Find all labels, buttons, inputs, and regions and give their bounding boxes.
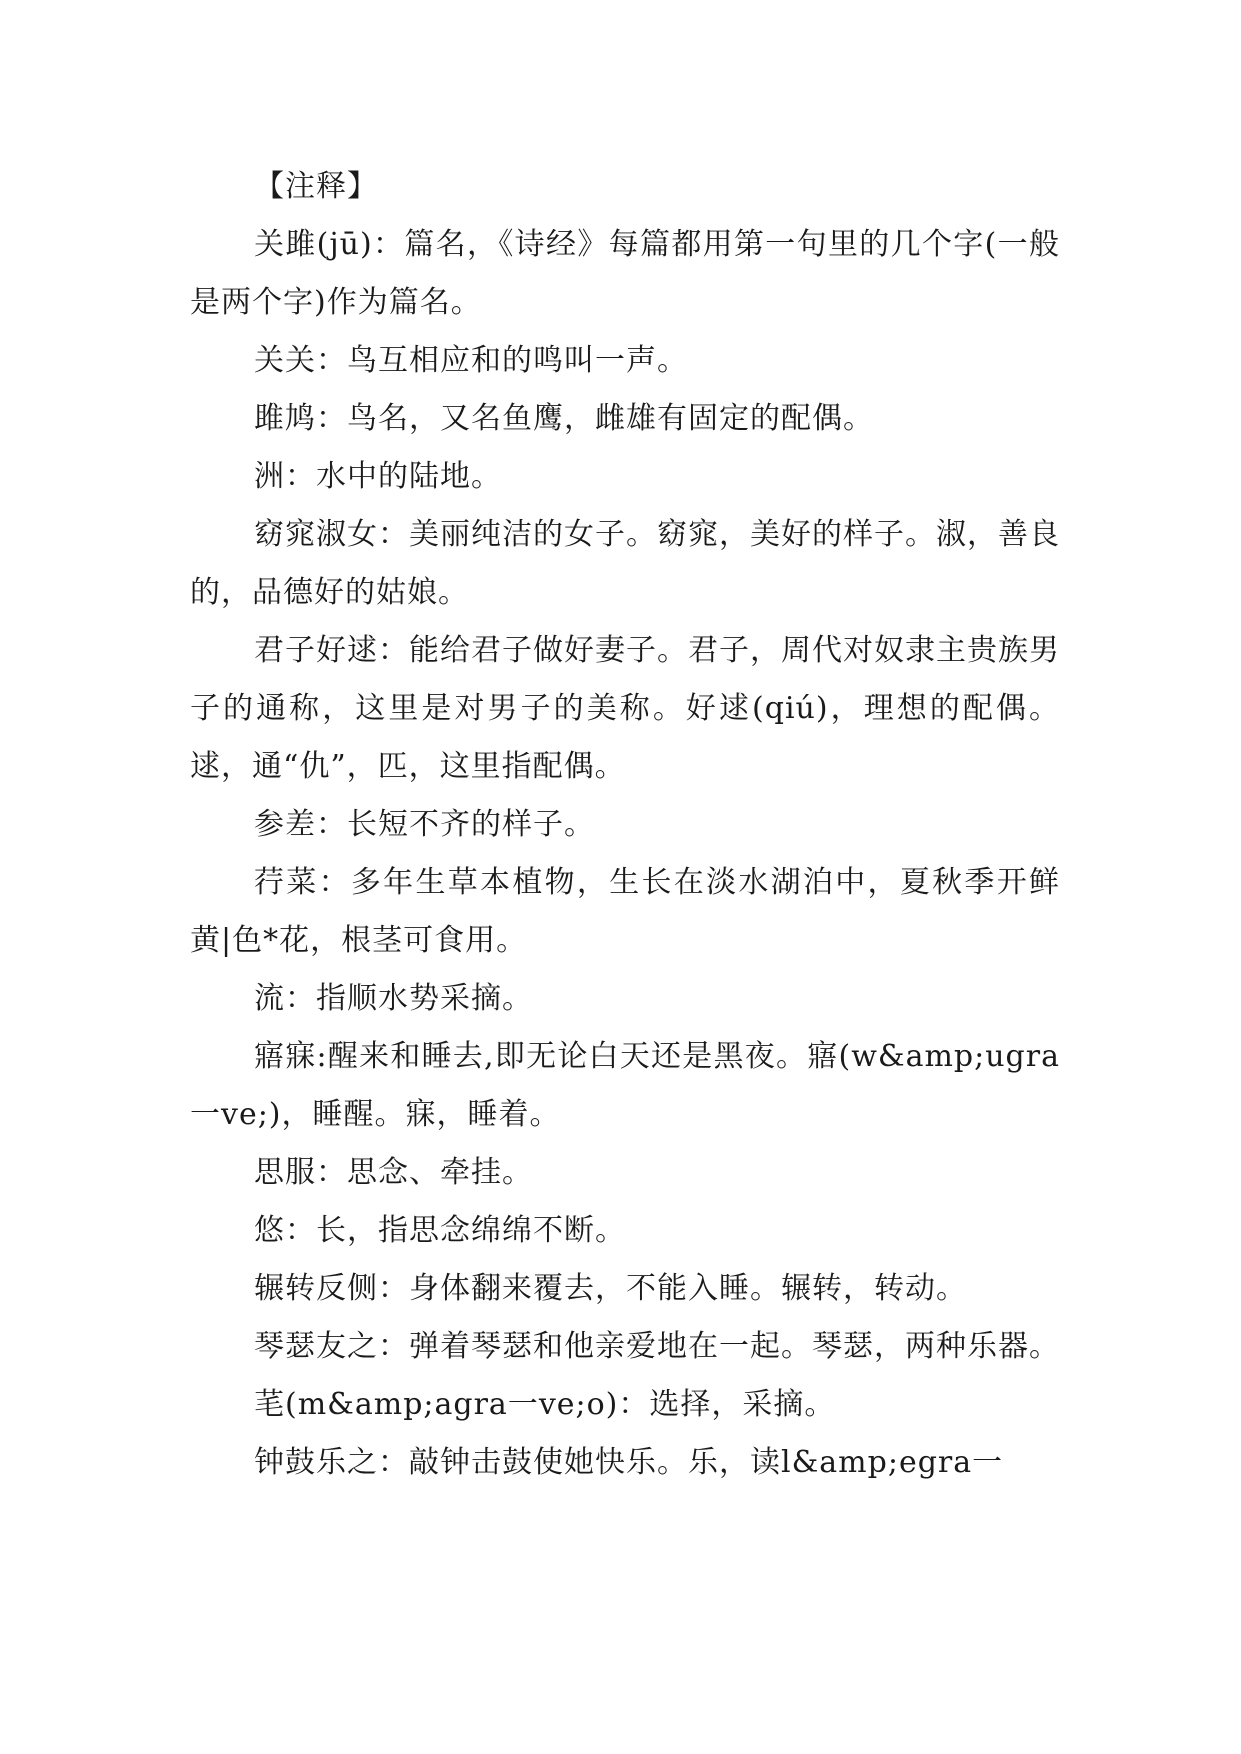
annotation-paragraph: 钟鼓乐之：敲钟击鼓使她快乐。乐，读l&amp;egra一 (254, 1445, 1004, 1480)
annotation-paragraph: 芼(m&amp;agra一ve;o)：选择，采摘。 (254, 1387, 836, 1422)
annotation-paragraph: 雎鸠：鸟名，又名鱼鹰，雌雄有固定的配偶。 (254, 401, 874, 436)
annotation-paragraph: 君子好逑：能给君子做好妻子。君子，周代对奴隶主贵族男子的通称，这里是对男子的美称。好逑(qiú)，理想的配偶。逑，通“仇”，匹，这里指配偶。 (190, 633, 1060, 784)
annotation-paragraph: 琴瑟友之：弹着琴瑟和他亲爱地在一起。琴瑟，两种乐器。 (254, 1329, 1060, 1364)
annotation-paragraph: 参差：长短不齐的样子。 (254, 807, 595, 842)
annotation-paragraph: 洲：水中的陆地。 (254, 459, 502, 494)
annotation-paragraph: 思服：思念、牵挂。 (254, 1155, 533, 1190)
annotation-paragraph: 流：指顺水势采摘。 (254, 981, 533, 1016)
annotation-paragraph: 关关：鸟互相应和的鸣叫一声。 (254, 343, 688, 378)
section-heading: 【注释】 (254, 169, 378, 204)
annotation-paragraph: 寤寐:醒来和睡去,即无论白天还是黑夜。寤(w&amp;ugra一ve;)，睡醒。寐，睡着。 (190, 1039, 1060, 1132)
document-body (190, 158, 1060, 1492)
annotation-paragraph: 荇菜：多年生草本植物，生长在淡水湖泊中，夏秋季开鲜黄|色*花，根茎可食用。 (190, 865, 1060, 958)
annotation-paragraph: 关雎(jū)：篇名，《诗经》每篇都用第一句里的几个字(一般是两个字)作为篇名。 (190, 227, 1060, 320)
annotation-paragraph: 窈窕淑女：美丽纯洁的女子。窈窕，美好的样子。淑，善良的，品德好的姑娘。 (190, 517, 1060, 610)
annotation-paragraph: 辗转反侧：身体翻来覆去，不能入睡。辗转，转动。 (254, 1271, 967, 1306)
annotation-paragraph: 悠：长，指思念绵绵不断。 (254, 1213, 626, 1248)
